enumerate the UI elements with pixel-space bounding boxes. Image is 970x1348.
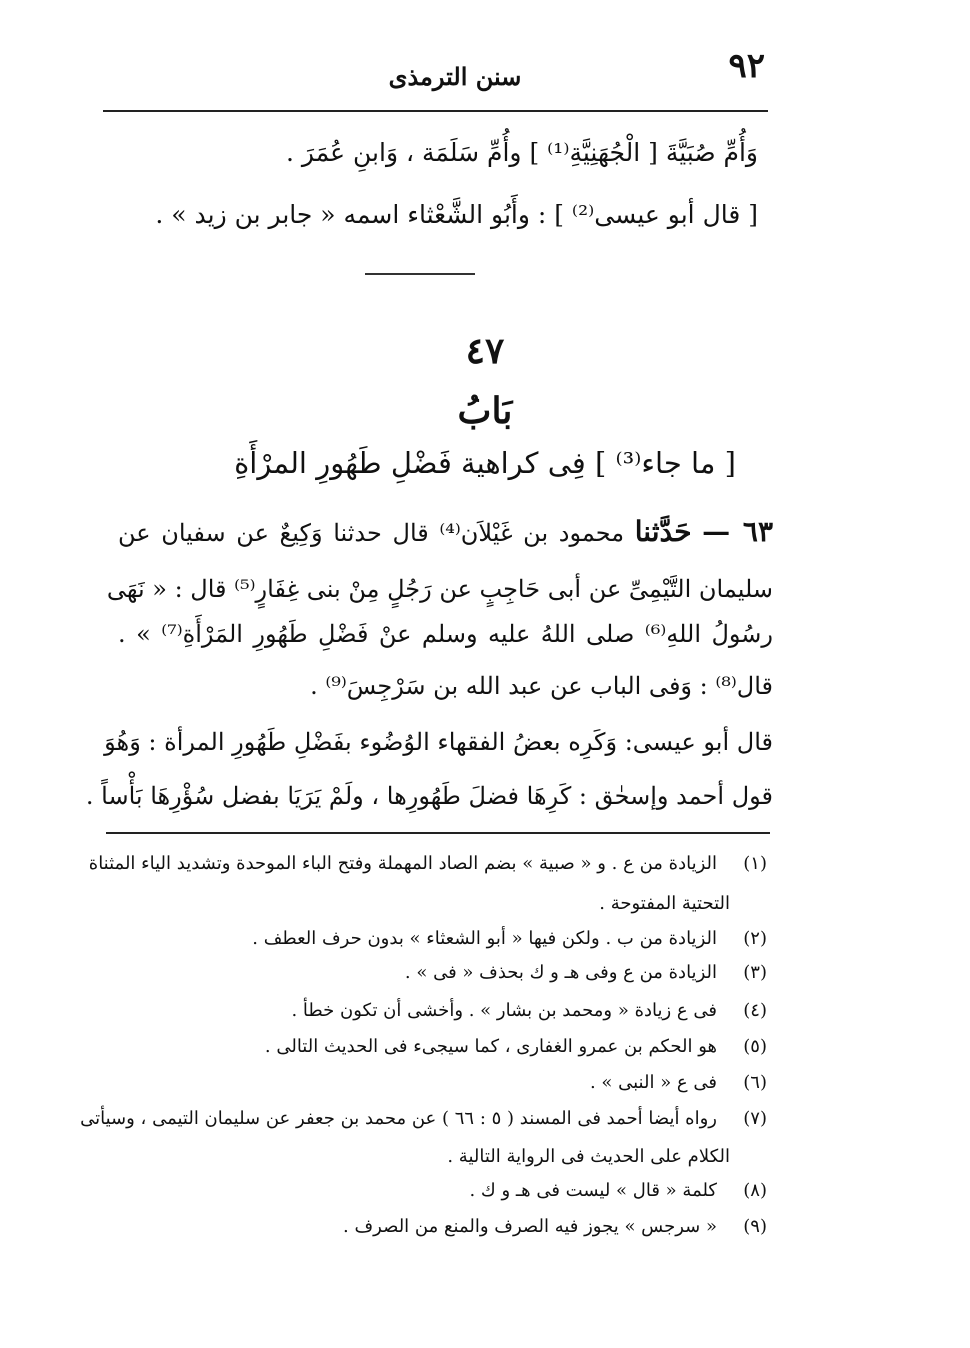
footnote-text: الزيادة من ع وفى هـ و ك بحذف « فى » . xyxy=(404,962,717,983)
footnote-number: (٩) xyxy=(743,1216,767,1237)
hadith-line-6: قول أحمد وإسحٰق : كَرِهَا فضلَ طَهُورِها ، ولَمْ يَرَيَا بفضل سُؤْرِهَا بَأْساً . xyxy=(85,782,773,810)
haddatha-word: حَدَّثنا xyxy=(634,515,692,548)
footnote-number: (٤) xyxy=(743,1000,767,1021)
footnote xyxy=(118,1000,767,1021)
footnote xyxy=(118,962,767,983)
section-divider xyxy=(365,273,475,275)
footnote xyxy=(118,928,767,949)
chapter-heading-bab: بَابُ xyxy=(457,390,513,432)
footnote xyxy=(118,1180,767,1201)
footnote-text: رواه أيضا أحمد فى المسند ( ٥ : ٦٦ ) عن محمد بن جعفر عن سليمان التيمى ، وسيأتى xyxy=(80,1108,717,1129)
footnote xyxy=(118,1072,767,1093)
footnote xyxy=(88,853,767,874)
footnote-text: كلمة « قال » ليست فى هـ و ك . xyxy=(469,1180,717,1201)
hadith-line-5: قال أبو عيسى: وَكَرِه بعضُ الفقهاء الوُضُوء بفَضْلِ طَهُورِ المرأة : وَهُوَ xyxy=(104,728,773,756)
chapter-number: ٤٧ xyxy=(465,330,505,372)
footnote-text: الزيادة من ب . ولكن فيها « أبو الشعثاء » بدون حرف العطف . xyxy=(252,928,717,949)
footnote-number: (٣) xyxy=(743,962,767,983)
page-number: ٩٢ xyxy=(728,46,765,86)
hadith-line-1 xyxy=(118,515,773,548)
footnote-number: (١) xyxy=(743,853,767,874)
footnote-number: (٨) xyxy=(743,1180,767,1201)
footnote-text: فى ع « النبى » . xyxy=(589,1072,717,1093)
hadith-number: ٦٣ — xyxy=(702,515,773,548)
hadith-line-3: رسُولُ اللهِ⁽⁶⁾ صلى اللهُ عليه وسلم عنْ فَضْلِ طَهُورِ المَرْأَةِ⁽⁷⁾ » . xyxy=(118,620,773,648)
footnote-rule xyxy=(106,832,770,834)
running-title: سنن الترمذى xyxy=(388,62,522,91)
footnote-text: الكلام على الحديث فى الرواية التالية . xyxy=(447,1146,730,1167)
footnote-number: (٦) xyxy=(743,1072,767,1093)
prev-section-line-2: [ قال أبو عيسى⁽²⁾ ] : وأَبُو الشَّعْثاء اسمه « جابر بن زيد » . xyxy=(155,200,758,229)
hadith-line-2: سليمان التَّيْمِىِّ عن أبى حَاجِبٍ عن رَجُلٍ مِنْ بنى غِفَارٍ⁽⁵⁾ قال : « نَهَى xyxy=(106,575,773,603)
hadith-line-4: قال⁽⁸⁾ : وَفى الباب عن عبد الله بن سَرْجِسَ⁽⁹⁾ . xyxy=(310,672,773,700)
footnote-text: الزيادة من ع . و « صبية » بضم الصاد المهملة وفتح الباء الموحدة وتشديد الياء المثناة xyxy=(88,853,717,874)
footnote-text: فى ع زيادة « ومحمد بن بشار » . وأخشى أن تكون خطأ . xyxy=(291,1000,717,1021)
header-rule xyxy=(103,110,768,112)
chapter-title: [ ما جاء⁽³⁾ ] فِى كراهية فَضْلِ طَهُورِ المرْأَةِ xyxy=(234,446,736,480)
footnote xyxy=(80,1108,767,1129)
footnote-continuation xyxy=(118,893,730,914)
footnote-number: (٧) xyxy=(743,1108,767,1129)
footnote-text: هو الحكم بن عمرو الغفارى ، كما سيجىء فى الحديث التالى . xyxy=(264,1036,717,1057)
footnote xyxy=(118,1216,767,1237)
footnote xyxy=(118,1036,767,1057)
prev-section-line-1: وَأُمِّ صُبَيَّةَ [ الْجُهَنِيَّةِ⁽¹⁾ ] وأُمِّ سَلَمَة ، وَابنِ عُمَرَ . xyxy=(286,138,758,167)
footnote-continuation xyxy=(118,1146,730,1167)
footnote-text: « سرجس » يجوز فيه الصرف والمنع من الصرف . xyxy=(343,1216,717,1237)
footnote-text: التحتية المفتوحة . xyxy=(599,893,730,914)
footnote-number: (٥) xyxy=(743,1036,767,1057)
hadith-line-1-text: محمود بن غَيْلاَن⁽⁴⁾ قال حدثنا وَكِيعٌ عن سفيان عن xyxy=(118,519,625,547)
footnote-number: (٢) xyxy=(743,928,767,949)
